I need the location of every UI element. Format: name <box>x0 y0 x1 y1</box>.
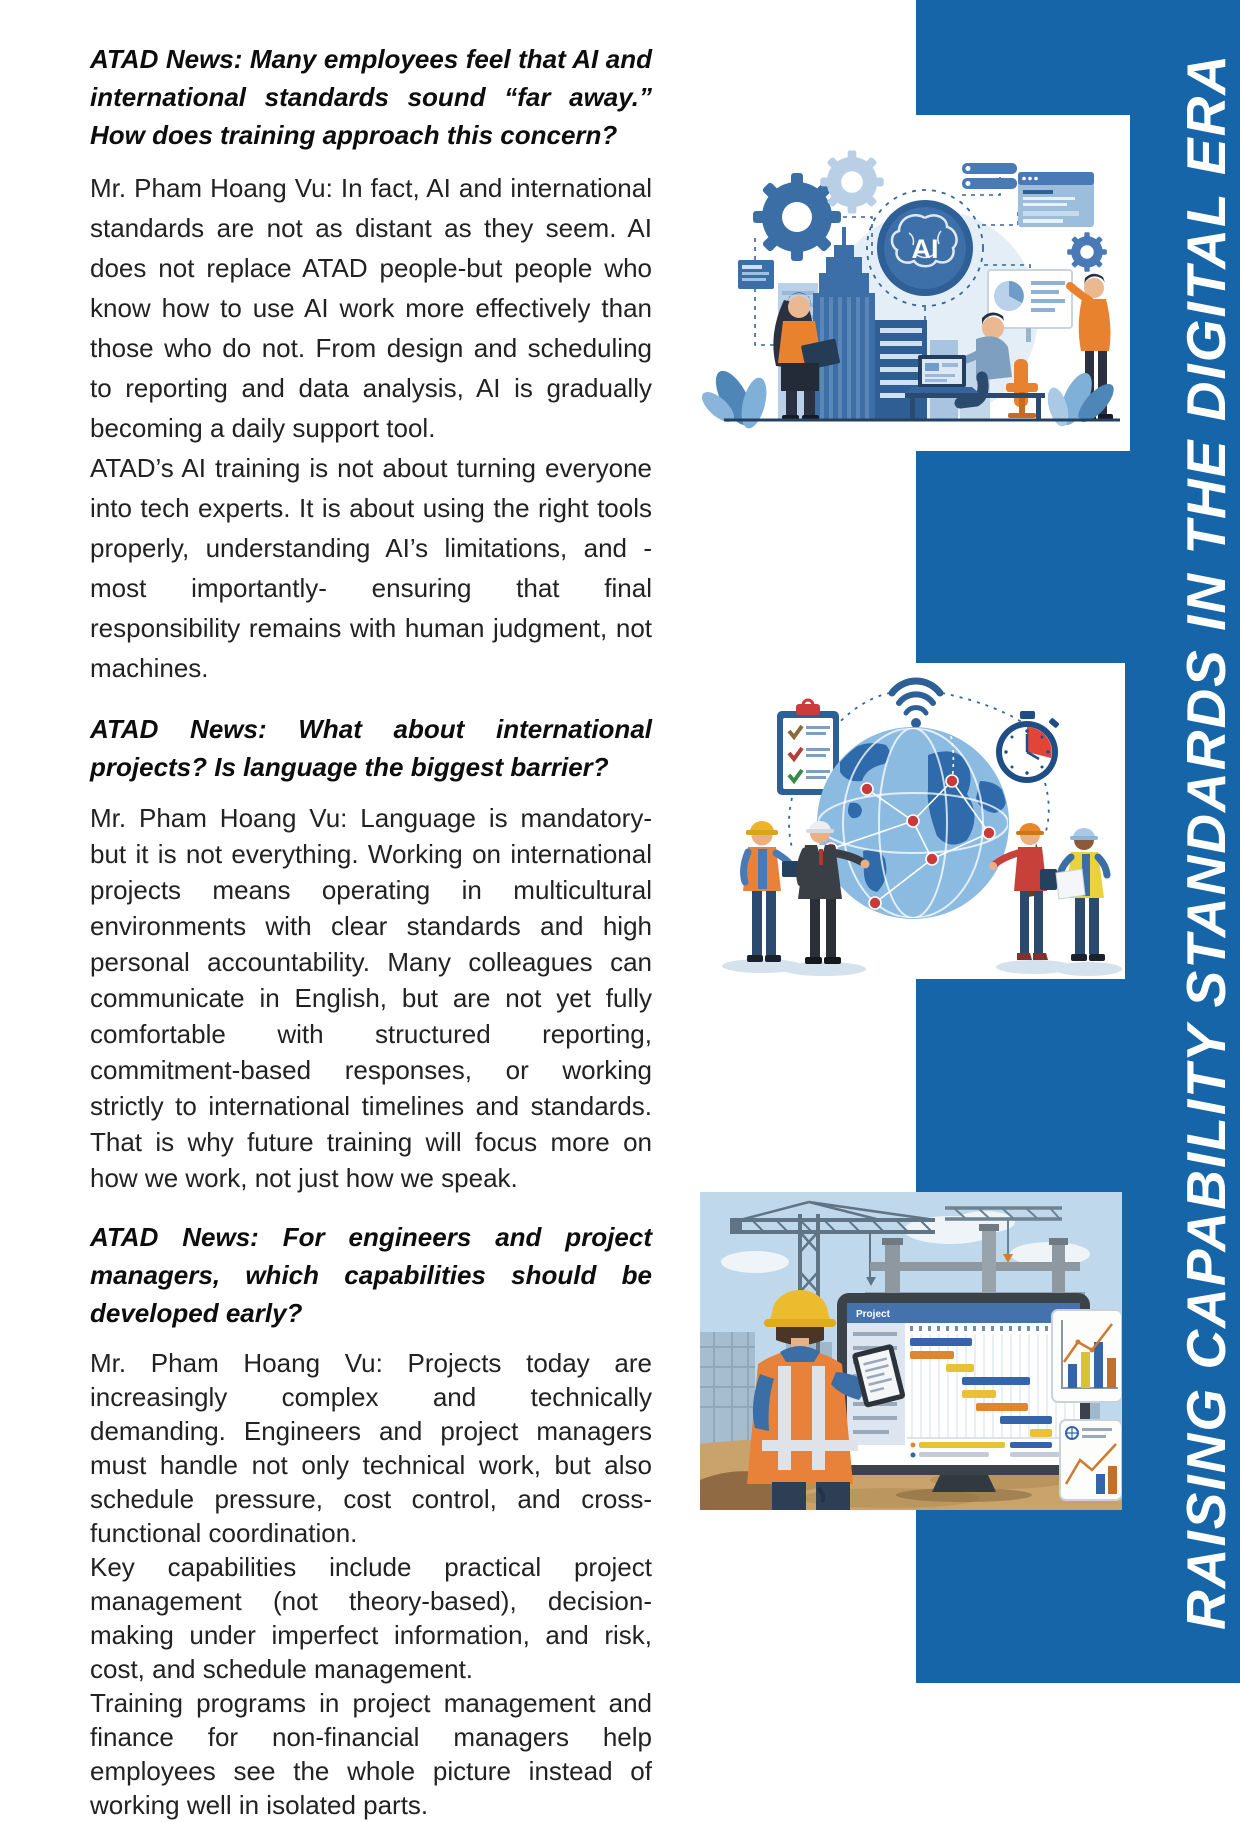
answer-block <box>90 168 652 688</box>
svg-text:AI: AI <box>911 234 939 264</box>
ai-workplace-illustration <box>662 115 1130 451</box>
answer-block <box>90 1346 652 1822</box>
wifi-icon <box>892 681 940 728</box>
worker-reading-figure <box>1056 828 1107 961</box>
worker-figure <box>743 821 804 962</box>
answer-paragraph: Mr. Pham Hoang Vu: In fact, AI and international standards are not as distant as they seem. AI does not replace ATAD people-but people who know how to use AI work more effectively than those who do not. From design and scheduling to reporting and data analysis, AI is gradually becoming a daily support tool. <box>90 173 652 443</box>
answer-paragraph: Mr. Pham Hoang Vu: Projects today are increasingly complex and technically demanding. Engineers and project managers must handle not only technical work, but also schedule pressure, cost control, and cross-functional coordination. <box>90 1348 652 1548</box>
question-heading: ATAD News: What about international projects? Is language the biggest barrier? <box>90 714 652 782</box>
answer-block <box>90 800 652 1196</box>
stopwatch-icon <box>996 711 1060 783</box>
answer-paragraph: Training programs in project management and finance for non-financial managers help employees see the whole picture instead of working well in isolated parts. <box>90 1688 652 1820</box>
vertical-title: RAISING CAPABILITY STANDARDS IN THE DIGITAL ERA <box>1175 53 1237 1631</box>
data-panel-icon <box>738 260 774 289</box>
question-heading: ATAD News: Many employees feel that AI and international standards sound “far away.” How does training approach this concern? <box>90 44 652 150</box>
construction-planning-illustration <box>700 1192 1122 1510</box>
bar-chart-card <box>1052 1310 1122 1402</box>
svg-text:Project: Project <box>856 1309 890 1320</box>
answer-paragraph: Mr. Pham Hoang Vu: Language is mandatory-but it is not everything. Working on international projects means operating in multicultural environments with clear standards and high personal accountability. Many colleagues can communicate in English, but are not yet fully comfortable with structured reporting, commitment-based responses, or working strictly to international timelines and standards. That is why future training will focus more on how we work, not just how we speak. <box>90 803 652 1193</box>
answer-paragraph: ATAD’s AI training is not about turning everyone into tech experts. It is about using the right tools properly, understanding AI’s limitations, and - most importantly- ensuring that final responsibility remains with human judgment, not machines. <box>90 453 652 683</box>
answer-paragraph: Key capabilities include practical project management (not theory-based), decision-making under imperfect information, and risk, cost, and schedule management. <box>90 1552 652 1684</box>
server-bars-icon <box>962 163 1017 189</box>
globe-icon <box>817 707 1009 919</box>
interview-column <box>90 40 652 1822</box>
question-heading: ATAD News: For engineers and project managers, which capabilities should be developed early? <box>90 1222 652 1328</box>
code-window-icon <box>1018 172 1094 227</box>
ground-shadows <box>722 959 1122 976</box>
global-collaboration-illustration <box>700 663 1125 979</box>
line-chart-card <box>1060 1420 1122 1500</box>
